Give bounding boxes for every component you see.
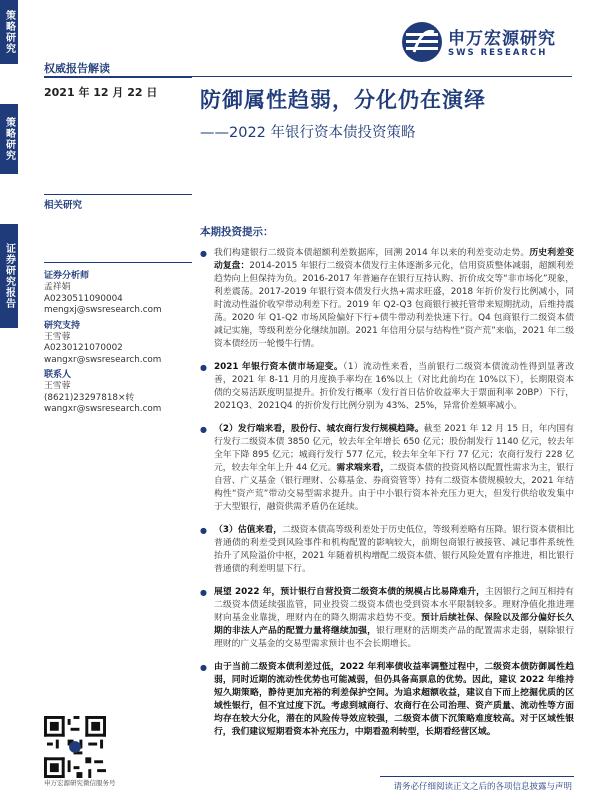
report-date: 2021 年 12 月 22 日	[44, 86, 158, 99]
header-rule	[44, 76, 192, 78]
summary-bullet-4: ● （3）估值来看，二级资本债高等级利差处于历史低位，等级利差略有压降。银行资本债相比普通债的利差受到风险事件和机构配置的影响较大，前期包商银行被接管、减记事件系统性抬升了风险溢价中枢，2021 年随着机构增配二级资本债、银行风险处置有序推进，相比银行普通债的利差明显下行。	[200, 524, 574, 576]
investment-summary	[200, 224, 574, 749]
side-label-top: 策略研究	[0, 0, 18, 64]
company-logo	[400, 20, 570, 70]
header-rule-right	[192, 76, 572, 77]
footer-rule	[380, 776, 574, 777]
logo-mark-icon	[400, 20, 444, 64]
summary-heading: 本期投资提示：	[200, 226, 274, 238]
contact-name: 王雪蓉	[44, 381, 71, 391]
summary-bullet-6: ● 由于当前二级资本债利差过低，2022 年利率债收益率调整过程中，二级资本债防御属性趋弱，同时近期的流动性优势也可能减弱，但仍具备高票息的优势。因此，建议 2022 年维持短久期策略，静待更加充裕的利差保护空间。为追求超额收益，建议自下而上挖掘优质的区域性银行，但不宜过度下沉。考虑到城商行、农商行在公司治理、资产质量、流动性等方面均存在较大分化，潜在的风险传导效应较强，二级资本债下沉策略难度较高。对于区域性银行，我们建议短期看资本补充压力，中期看盈利转型，长期看经营区域。	[200, 661, 574, 739]
logo-en-text: SWS RESEARCH	[448, 48, 548, 58]
page-subtitle: ——2022 年银行资本债投资策略	[200, 125, 416, 141]
support-label: 研究支持	[44, 320, 81, 331]
analyst-name: 孟祥娟	[44, 282, 71, 292]
contact-email[interactable]: wangxr@swsresearch.com	[44, 404, 162, 414]
support-name: 王雪蓉	[44, 331, 71, 342]
summary-bullet-3: ● （2）发行端来看，股份行、城农商行发行规模趋降。截至 2021 年 12 月 15 日，年内国有行发行二级资本债 3850 亿元，较去年全年增长 650 亿元；股份制发行 1140 亿元，较去年全年下降 895 亿元；城商行发行 577 亿元，较去年全年下行 77 亿元；农商行发行 228 亿元，较去年全年上升 44 亿元。需求端来看，二级资本债的投资风格以配置性需求为主，银行自营、广义基金（银行理财、公募基金、券商资管等）持有二级资本债规模较大，2021 年结构性“资产荒”带动交易型需求提升。由于中小银行资本补充压力更大，但发行供给收发集中于大型银行，融资供需矛盾仍在延续。	[200, 423, 574, 514]
support-email[interactable]: wangxr@swsresearch.com	[44, 354, 162, 365]
analyst-email[interactable]: mengxj@swsresearch.com	[44, 305, 162, 315]
contact-phone: (8621)23297818×转	[44, 392, 135, 403]
related-label: 相关研究	[44, 200, 83, 211]
report-type: 权威报告解读	[44, 62, 110, 75]
analyst-cert: A0230511090004	[44, 293, 123, 304]
contact-label: 联系人	[44, 370, 72, 380]
side-label-mid: 策略研究	[0, 104, 18, 174]
logo-cn-text: 申万宏源研究	[448, 29, 556, 49]
footer-disclaimer: 请务必仔细阅读正文之后的各项信息披露与声明	[393, 782, 572, 792]
contacts-rule	[44, 262, 192, 263]
page-title: 防御属性趋弱，分化仍在演绎	[200, 88, 486, 112]
summary-bullet-2: ● 2021 年银行资本债市场迎变。（1）流动性来看，当前银行二级资本债流动性得到显著改善，2021 年 8-11 月的月度换手率均在 16%以上（对比此前均在 10%以下），长期限资本债的交易活跃度明显提升。折价发行概率（发行首日估价收益率大于票面利率 20BP）下行，2021Q3、2021Q4 的折价发行比例分别为 43%、25%，异常价差频率减小。	[200, 361, 574, 413]
support-cert: A0230121070002	[44, 343, 123, 353]
qr-caption: 申万宏源研究微信服务号	[44, 779, 116, 787]
related-rule	[44, 194, 192, 195]
qr-code-icon[interactable]	[44, 716, 106, 778]
analyst-label: 证券分析师	[44, 271, 90, 281]
related-section	[44, 197, 192, 211]
side-strip	[0, 0, 18, 800]
side-label-bottom: 证券研究报告	[0, 224, 18, 328]
summary-bullet-1: ● 我们构建银行二级资本债超额利差数据库，回溯 2014 年以来的利差变动走势。历史利差变动复盘：2014-2015 年银行二级资本债发行主体逐渐多元化，信用资质整体减弱，超额利差趋势向上但保持为负。2016-2017 年普遍存在银行互持认购、折价成交等“非市场化”现象，利差震荡。2017-2019 年银行资本债发行火热+需求旺盛，2018 年折价发行比例减小，同时流动性溢价收窄带动利差下行。2019 年 Q2-Q3 包商银行被托管带来短期扰动，后维持震荡。2020 年 Q1-Q2 市场风险偏好下行+债牛带动利差快速下行。Q4 包商银行二级资本债减记实施，等级利差分化继续加剧。2021 年信用分层与结构性“资产荒”来临，2021 年二级资本债经历一轮慢牛行情。	[200, 247, 574, 351]
contacts-section	[44, 270, 192, 416]
summary-bullet-5: ● 展望 2022 年，预计银行自营投资二级资本债的规模占比易降难升，主因银行之间互相持有二级资本债延续强监管，同业投资二级资本债也受到资本水平限制较多。理财净值化推进理财向基金业靠拢，理财内在的降久期需求趋势不变。预计后续社保、保险以及部分偏好长久期的非法人产品的配置力量将继续加强，银行理财的活期类产品的配置需求走弱，剔除银行理财的广义基金的交易型需求预计也不会长期增长。	[200, 586, 574, 651]
